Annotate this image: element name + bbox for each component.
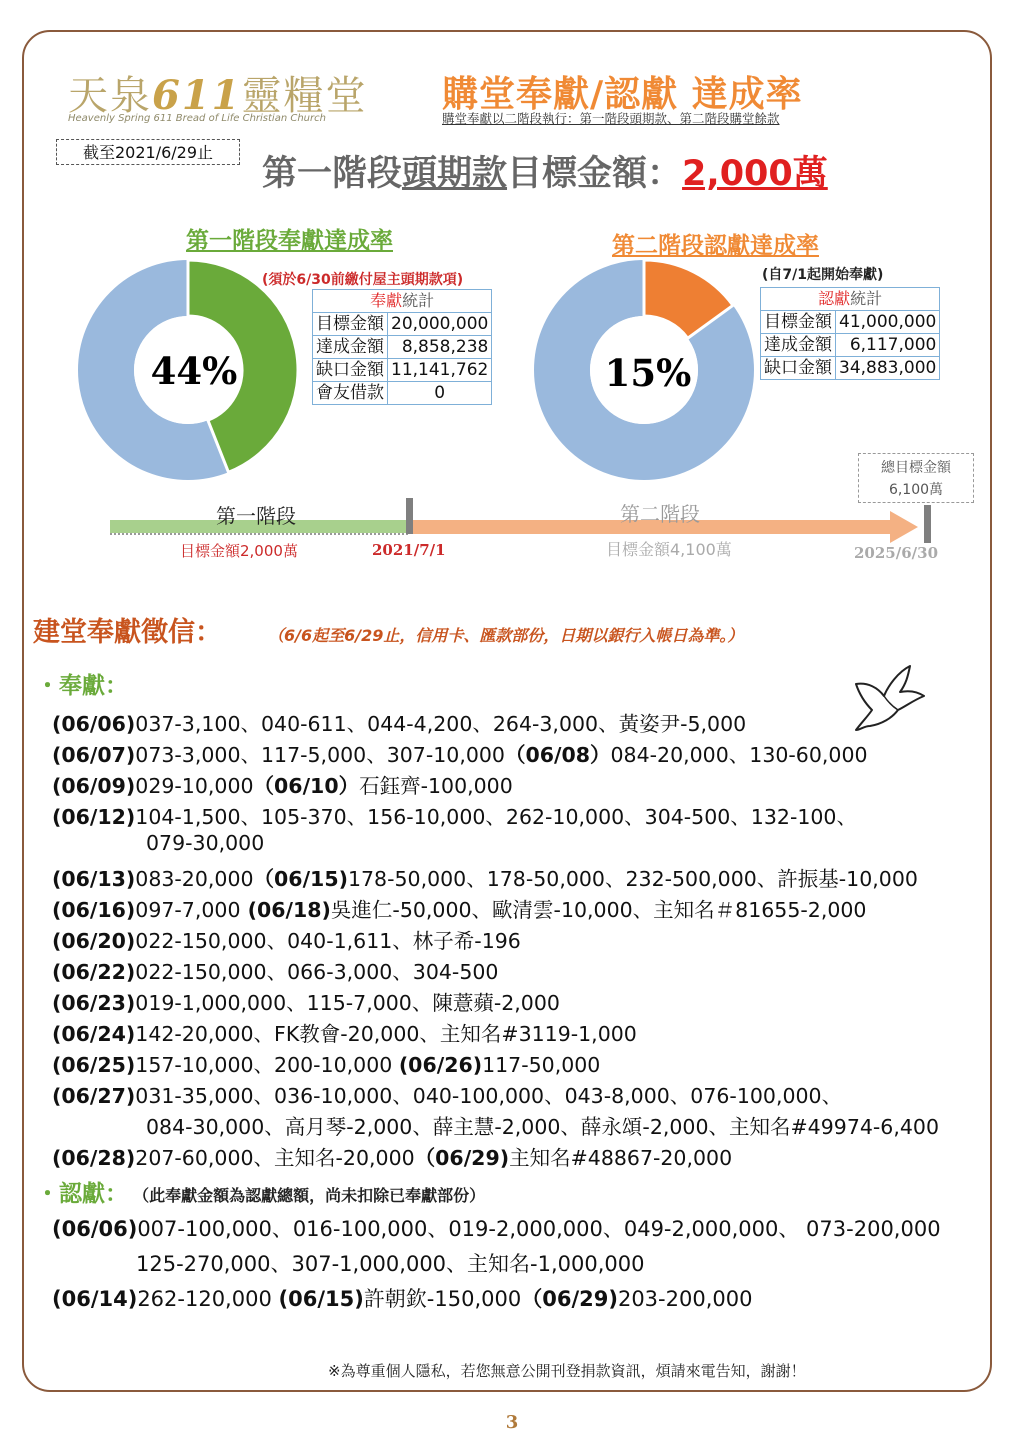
list-item [52,1017,637,1047]
entry-text: 022-150,000、040-1,611、林子希-196 [135,929,521,953]
list-item [52,800,857,830]
list-item [52,955,498,985]
row-label: 缺口金額 [761,357,836,380]
entry-date: (06/24) [52,1022,136,1046]
target-label-2: 頭期款 [402,154,508,194]
target-amount-heading [262,146,828,196]
total-target-value: 6,100萬 [888,482,944,498]
stage1-table-header [313,290,492,313]
list-item [146,831,264,855]
entry-text: 097-7,000 [135,898,241,922]
entry-date: (06/27) [52,1084,136,1108]
table-row [313,359,492,382]
timeline-arrow-head [890,511,918,543]
logo-english: Heavenly Spring 611 Bread of Life Christian Church [68,113,326,124]
timeline-marker-2021 [406,498,413,534]
dove-icon [848,660,930,732]
entry-date: (06/25) [52,1053,136,1077]
entry-date: （06/29) [414,1146,510,1170]
list-item [52,862,918,892]
entry-text: 178-50,000、178-50,000、232-500,000、許振基-10,000 [347,867,918,891]
table-row [761,334,940,357]
timeline-stage1-label: 第一階段 [216,504,296,528]
list-item [52,1048,600,1078]
entry-date: (06/16) [52,898,136,922]
timeline-stage1-target: 目標金額2,000萬 [180,542,298,560]
entry-date: (06/06) [52,1217,138,1241]
stage1-percent: 44% [150,349,238,393]
table-row [761,311,940,334]
logo-text-2: 靈糧堂 [241,73,368,119]
row-value: 20,000,000 [388,313,492,336]
row-value: 34,883,000 [836,357,940,380]
stage1-header-word: 奉獻 [370,291,403,310]
table-row [313,382,492,405]
entry-text: 019-1,000,000、115-7,000、陳薏蘋-2,000 [135,991,560,1015]
stage2-table-header [761,288,940,311]
list-item [52,1283,752,1313]
row-value: 6,117,000 [836,334,940,357]
section-title: 建堂奉獻徵信： [33,617,222,648]
entry-date: (06/07) [52,743,136,767]
stage2-donut-chart [532,258,756,482]
entry-date: (06/15) [278,1287,364,1311]
total-target-label: 總目標金額 [881,460,951,476]
target-amount-value: 2,000萬 [682,154,828,194]
entry-text: 142-20,000、FK教會-20,000、主知名#3119-1,000 [135,1022,637,1046]
entry-date: (06/20) [52,929,136,953]
entry-date: (06/18) [240,898,331,922]
logo-text-1: 天泉 [68,73,152,119]
timeline-marker-2025 [924,505,931,543]
entry-text: 石鈺齊-100,000 [359,774,513,798]
stage2-stats-table [760,287,940,380]
row-label: 目標金額 [761,311,836,334]
timeline-stage2-label: 第二階段 [620,502,700,526]
entry-date: (06/13) [52,867,136,891]
entry-date: (06/09) [52,774,136,798]
pledge-heading-line [36,1175,485,1208]
entry-text: 079-30,000 [146,831,265,855]
entry-text: 203-200,000 [617,1287,753,1311]
entry-text: 117-50,000 [482,1053,601,1077]
entry-text: 007-100,000、016-100,000、019-2,000,000、049-2,000,000、 073-200,000 [137,1217,941,1241]
row-value: 41,000,000 [836,311,940,334]
list-item [52,769,513,799]
logo-number: 611 [152,72,242,119]
list-item [52,1079,842,1109]
row-label: 會友借款 [313,382,388,405]
total-target-box [858,453,974,503]
stage2-header-word: 認獻 [818,289,851,308]
entry-text: 125-270,000、307-1,000,000、主知名-1,000,000 [136,1252,645,1276]
entry-text: 104-1,500、105-370、156-10,000、262-10,000、304-500、132-100、 [135,805,857,829]
table-row [761,357,940,380]
stage1-stats-table [312,289,492,405]
stage1-donut-chart [76,258,300,482]
list-item [146,1110,939,1140]
timeline-stage2-target: 目標金額4,100萬 [606,540,732,559]
entry-date: (06/23) [52,991,136,1015]
entry-date: (06/06) [52,712,136,736]
list-item [52,1213,941,1243]
section-note: （6/6起至6/29止，信用卡、匯款部份，日期以銀行入帳日為準。） [268,626,744,645]
entry-date: （06/29) [521,1287,618,1311]
entry-text: 029-10,000 [135,774,254,798]
list-item [52,893,866,923]
stage2-title: 第二階段認獻達成率 [612,233,819,259]
list-item [52,707,746,737]
stage1-header-word2: 統計 [402,291,435,310]
entry-date: （06/08） [504,743,611,767]
target-label-3: 目標金額： [507,154,683,194]
entry-text: 207-60,000、主知名-20,000 [135,1146,415,1170]
row-label: 達成金額 [761,334,836,357]
pledge-note: （此奉獻金額為認獻總額，尚未扣除已奉獻部份） [133,1186,486,1205]
row-label: 目標金額 [313,313,388,336]
page-title: 購堂奉獻/認獻 達成率 [442,74,803,115]
entry-text: 073-3,000、117-5,000、307-10,000 [135,743,505,767]
privacy-footer: ※為尊重個人隱私，若您無意公開刊登捐款資訊，煩請來電告知，謝謝！ [328,1362,806,1380]
stage2-percent: 15% [604,351,692,395]
table-row [313,336,492,359]
entry-date: (06/26) [398,1053,483,1077]
row-value: 8,858,238 [388,336,492,359]
entry-date: (06/22) [52,960,136,984]
row-value: 11,141,762 [388,359,492,382]
offering-heading: ・奉獻： [36,673,128,699]
stage2-note: (自7/1起開始奉獻) [762,267,884,283]
list-item [52,738,868,768]
list-item [52,1141,732,1171]
entry-text: 022-150,000、066-3,000、304-500 [135,960,499,984]
stage2-header-word2: 統計 [850,289,883,308]
entry-text: 037-3,100、040-611、044-4,200、264-3,000、黃姿尹-5,000 [135,712,747,736]
entry-text: 031-35,000、036-10,000、040-100,000、043-8,000、076-100,000、 [135,1084,843,1108]
timeline-date-2: 2025/6/30 [854,544,939,562]
row-label: 達成金額 [313,336,388,359]
entry-date: （06/15) [253,867,348,891]
entry-text: 083-20,000 [135,867,254,891]
table-row [313,313,492,336]
entry-text: 吳進仁-50,000、歐清雲-10,000、主知名＃81655-2,000 [330,898,867,922]
entry-text: 157-10,000、200-10,000 [135,1053,399,1077]
list-item [52,986,560,1016]
entry-text: 許朝欽-150,000 [363,1287,522,1311]
timeline-date-1: 2021/7/1 [372,541,446,559]
page-number: 3 [505,1412,519,1433]
entry-text: 084-30,000、高月琴-2,000、薛主慧-2,000、薛永頌-2,000、主知名#49974-6,400 [146,1115,939,1139]
entry-date: (06/14) [52,1287,138,1311]
row-label: 缺口金額 [313,359,388,382]
stage1-title: 第一階段奉獻達成率 [186,228,393,254]
pledge-heading: ・認獻： [36,1181,128,1207]
entry-text: 主知名#48867-20,000 [509,1146,733,1170]
entry-date: (06/12) [52,805,136,829]
entry-text: 084-20,000、130-60,000 [610,743,868,767]
target-label-1: 第一階段 [262,154,403,194]
list-item [52,924,521,954]
entry-date: (06/28) [52,1146,136,1170]
page-subtitle: 購堂奉獻以二階段執行：第一階段頭期款、第二階段購堂餘款 [442,111,780,126]
entry-text: 262-120,000 [137,1287,279,1311]
stage1-note: (須於6/30前繳付屋主頭期款項) [262,272,464,288]
entry-date: （06/10） [253,774,360,798]
as-of-date: 截至2021/6/29止 [56,139,240,165]
list-item [136,1248,645,1278]
row-value: 0 [388,382,492,405]
